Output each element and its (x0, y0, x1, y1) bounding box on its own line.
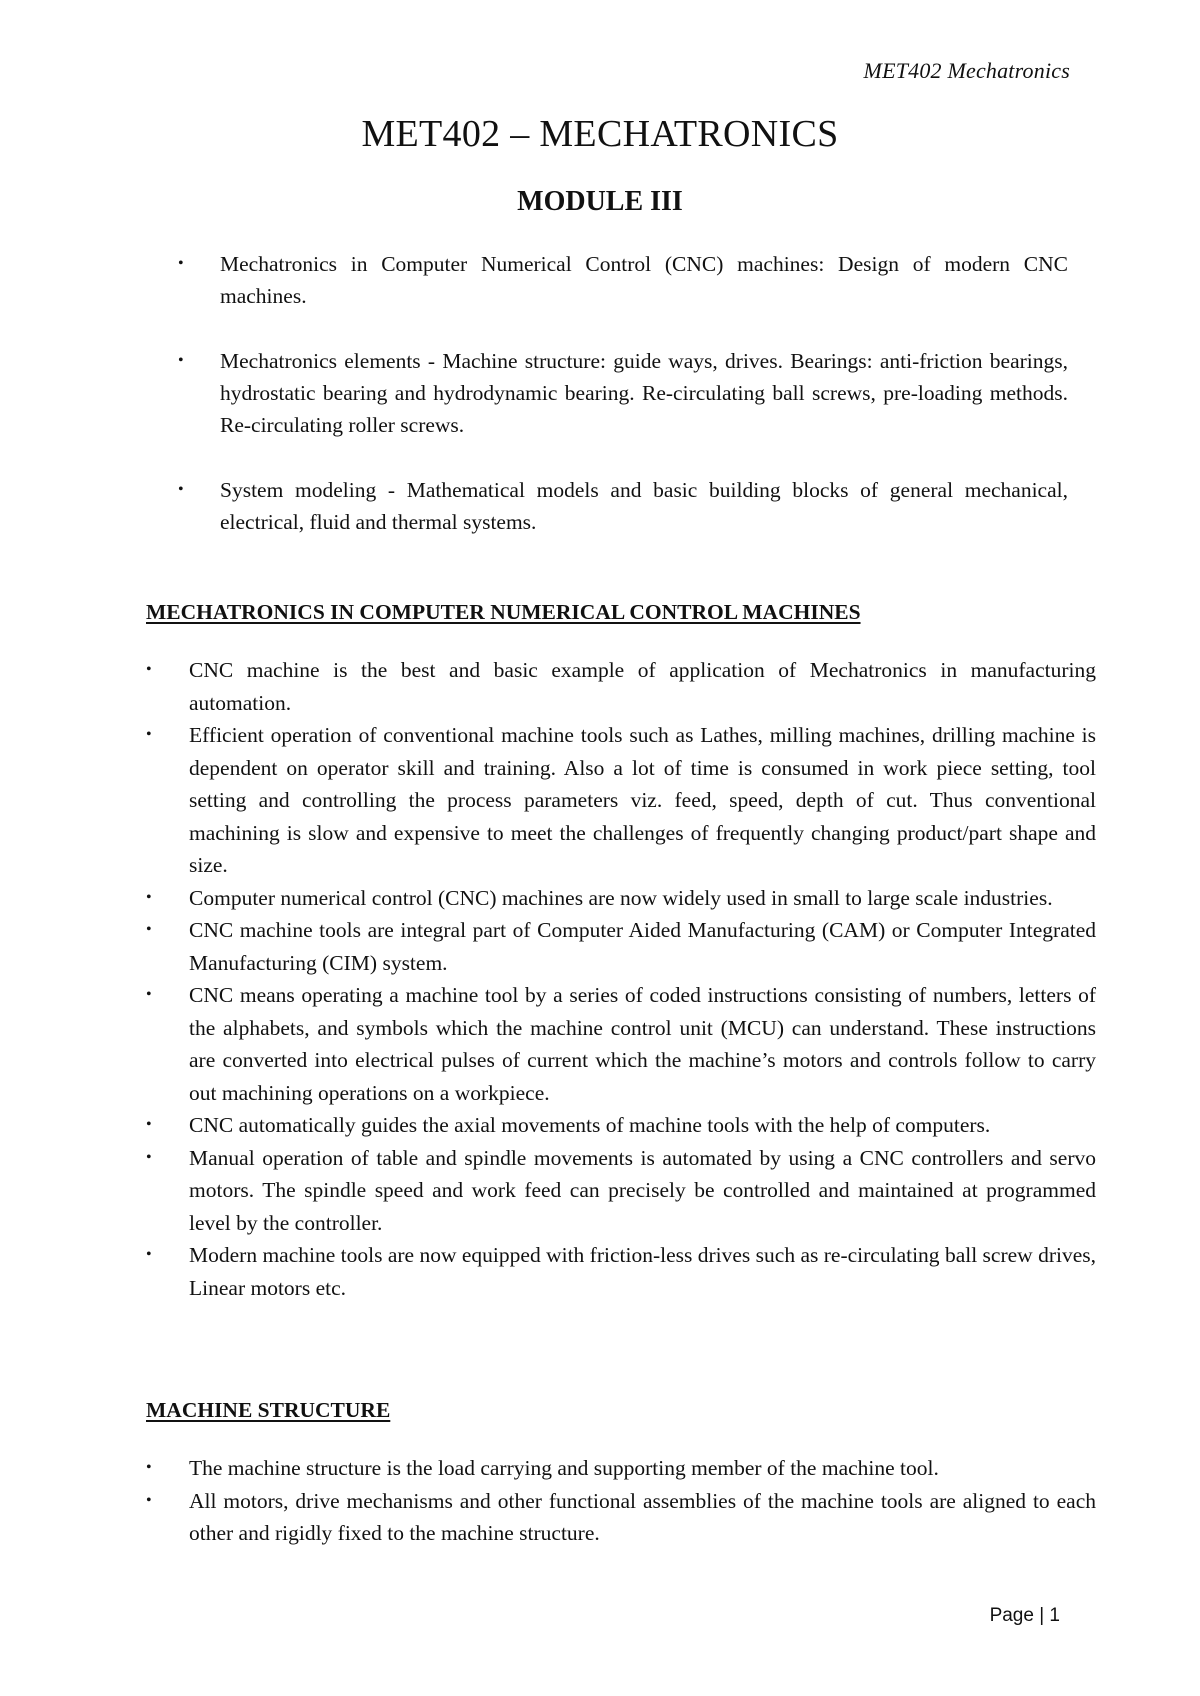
list-item-text: CNC means operating a machine tool by a series of coded instructions consisting of numbers, letters of the alphabets, and symbols which the machine control unit (MCU) can understand. These instructions are converted into electrical pulses of current which the machine’s motors and controls follow to carry out machining operations on a workpiece. (189, 983, 1096, 1105)
module-title: MODULE III (517, 186, 683, 217)
bullet-icon: • (146, 888, 152, 906)
section-heading-machine-structure: MACHINE STRUCTURE (146, 1398, 391, 1422)
running-header: MET402 Mechatronics (863, 58, 1070, 83)
list-item-text: Modern machine tools are now equipped with friction-less drives such as re-circulating ball screw drives, Linear motors etc. (189, 1243, 1096, 1300)
section-heading-cnc: MECHATRONICS IN COMPUTER NUMERICAL CONTROL MACHINES (146, 600, 861, 624)
cnc-points-list (146, 654, 1096, 1304)
list-item (146, 914, 1096, 979)
list-item-text: Computer numerical control (CNC) machines are now widely used in small to large scale industries. (189, 885, 1053, 910)
syllabus-item (178, 345, 1068, 441)
page-number: Page | 1 (989, 1605, 1060, 1626)
bullet-icon: • (146, 661, 152, 678)
syllabus-item (178, 248, 1068, 312)
syllabus-list (178, 248, 1068, 571)
list-item (146, 719, 1096, 882)
bullet-icon: • (146, 1491, 152, 1509)
list-item-text: Manual operation of table and spindle movements is automated by using a CNC controllers and servo motors. The spindle speed and work feed can precisely be controlled and maintained at programmed level by the controller. (189, 1145, 1096, 1235)
bullet-icon: • (146, 921, 152, 938)
list-item (146, 979, 1096, 1109)
list-item (146, 1239, 1096, 1304)
list-item (146, 654, 1096, 719)
syllabus-item-text: Mechatronics in Computer Numerical Control (CNC) machines: Design of modern CNC machines. (220, 252, 1068, 308)
list-item (146, 882, 1096, 915)
list-item-text: CNC machine tools are integral part of Computer Aided Manufacturing (CAM) or Computer Integrated Manufacturing (CIM) system. (189, 918, 1096, 975)
list-item-text: CNC machine is the best and basic example of application of Mechatronics in manufacturing automation. (189, 658, 1096, 715)
bullet-icon: • (146, 1116, 152, 1133)
bullet-icon: • (146, 726, 152, 743)
list-item-text: All motors, drive mechanisms and other functional assemblies of the machine tools are aligned to each other and rigidly fixed to the machine structure. (189, 1488, 1096, 1545)
list-item-text: Efficient operation of conventional machine tools such as Lathes, milling machines, drilling machine is dependent on operator skill and training. Also a lot of time is consumed in work piece setting, tool setting and controlling the process parameters viz. feed, speed, depth of cut. Thus conventional machining is slow and expensive to meet the challenges of frequently changing product/part shape and size. (189, 723, 1096, 877)
list-item (146, 1109, 1096, 1142)
bullet-icon: • (146, 1459, 152, 1476)
document-title: MET402 – MECHATRONICS (361, 113, 839, 155)
syllabus-item (178, 474, 1068, 538)
list-item (146, 1452, 1096, 1485)
bullet-icon: • (178, 255, 184, 272)
bullet-icon: • (146, 986, 152, 1003)
list-item (146, 1485, 1096, 1550)
bullet-icon: • (146, 1148, 152, 1166)
syllabus-item-text: System modeling - Mathematical models and basic building blocks of general mechanical, electrical, fluid and thermal systems. (220, 478, 1068, 534)
bullet-icon: • (178, 352, 184, 369)
syllabus-item-text: Mechatronics elements - Machine structure: guide ways, drives. Bearings: anti-friction bearings, hydrostatic bearing and hydrodynamic bearing. Re-circulating ball screws, pre-loading methods. Re-circulating roller screws. (220, 349, 1068, 437)
bullet-icon: • (146, 1246, 152, 1263)
bullet-icon: • (178, 481, 184, 498)
list-item-text: The machine structure is the load carrying and supporting member of the machine tool. (189, 1456, 939, 1480)
machine-structure-points-list (146, 1452, 1096, 1550)
list-item (146, 1142, 1096, 1240)
list-item-text: CNC automatically guides the axial movements of machine tools with the help of computers. (189, 1113, 991, 1137)
